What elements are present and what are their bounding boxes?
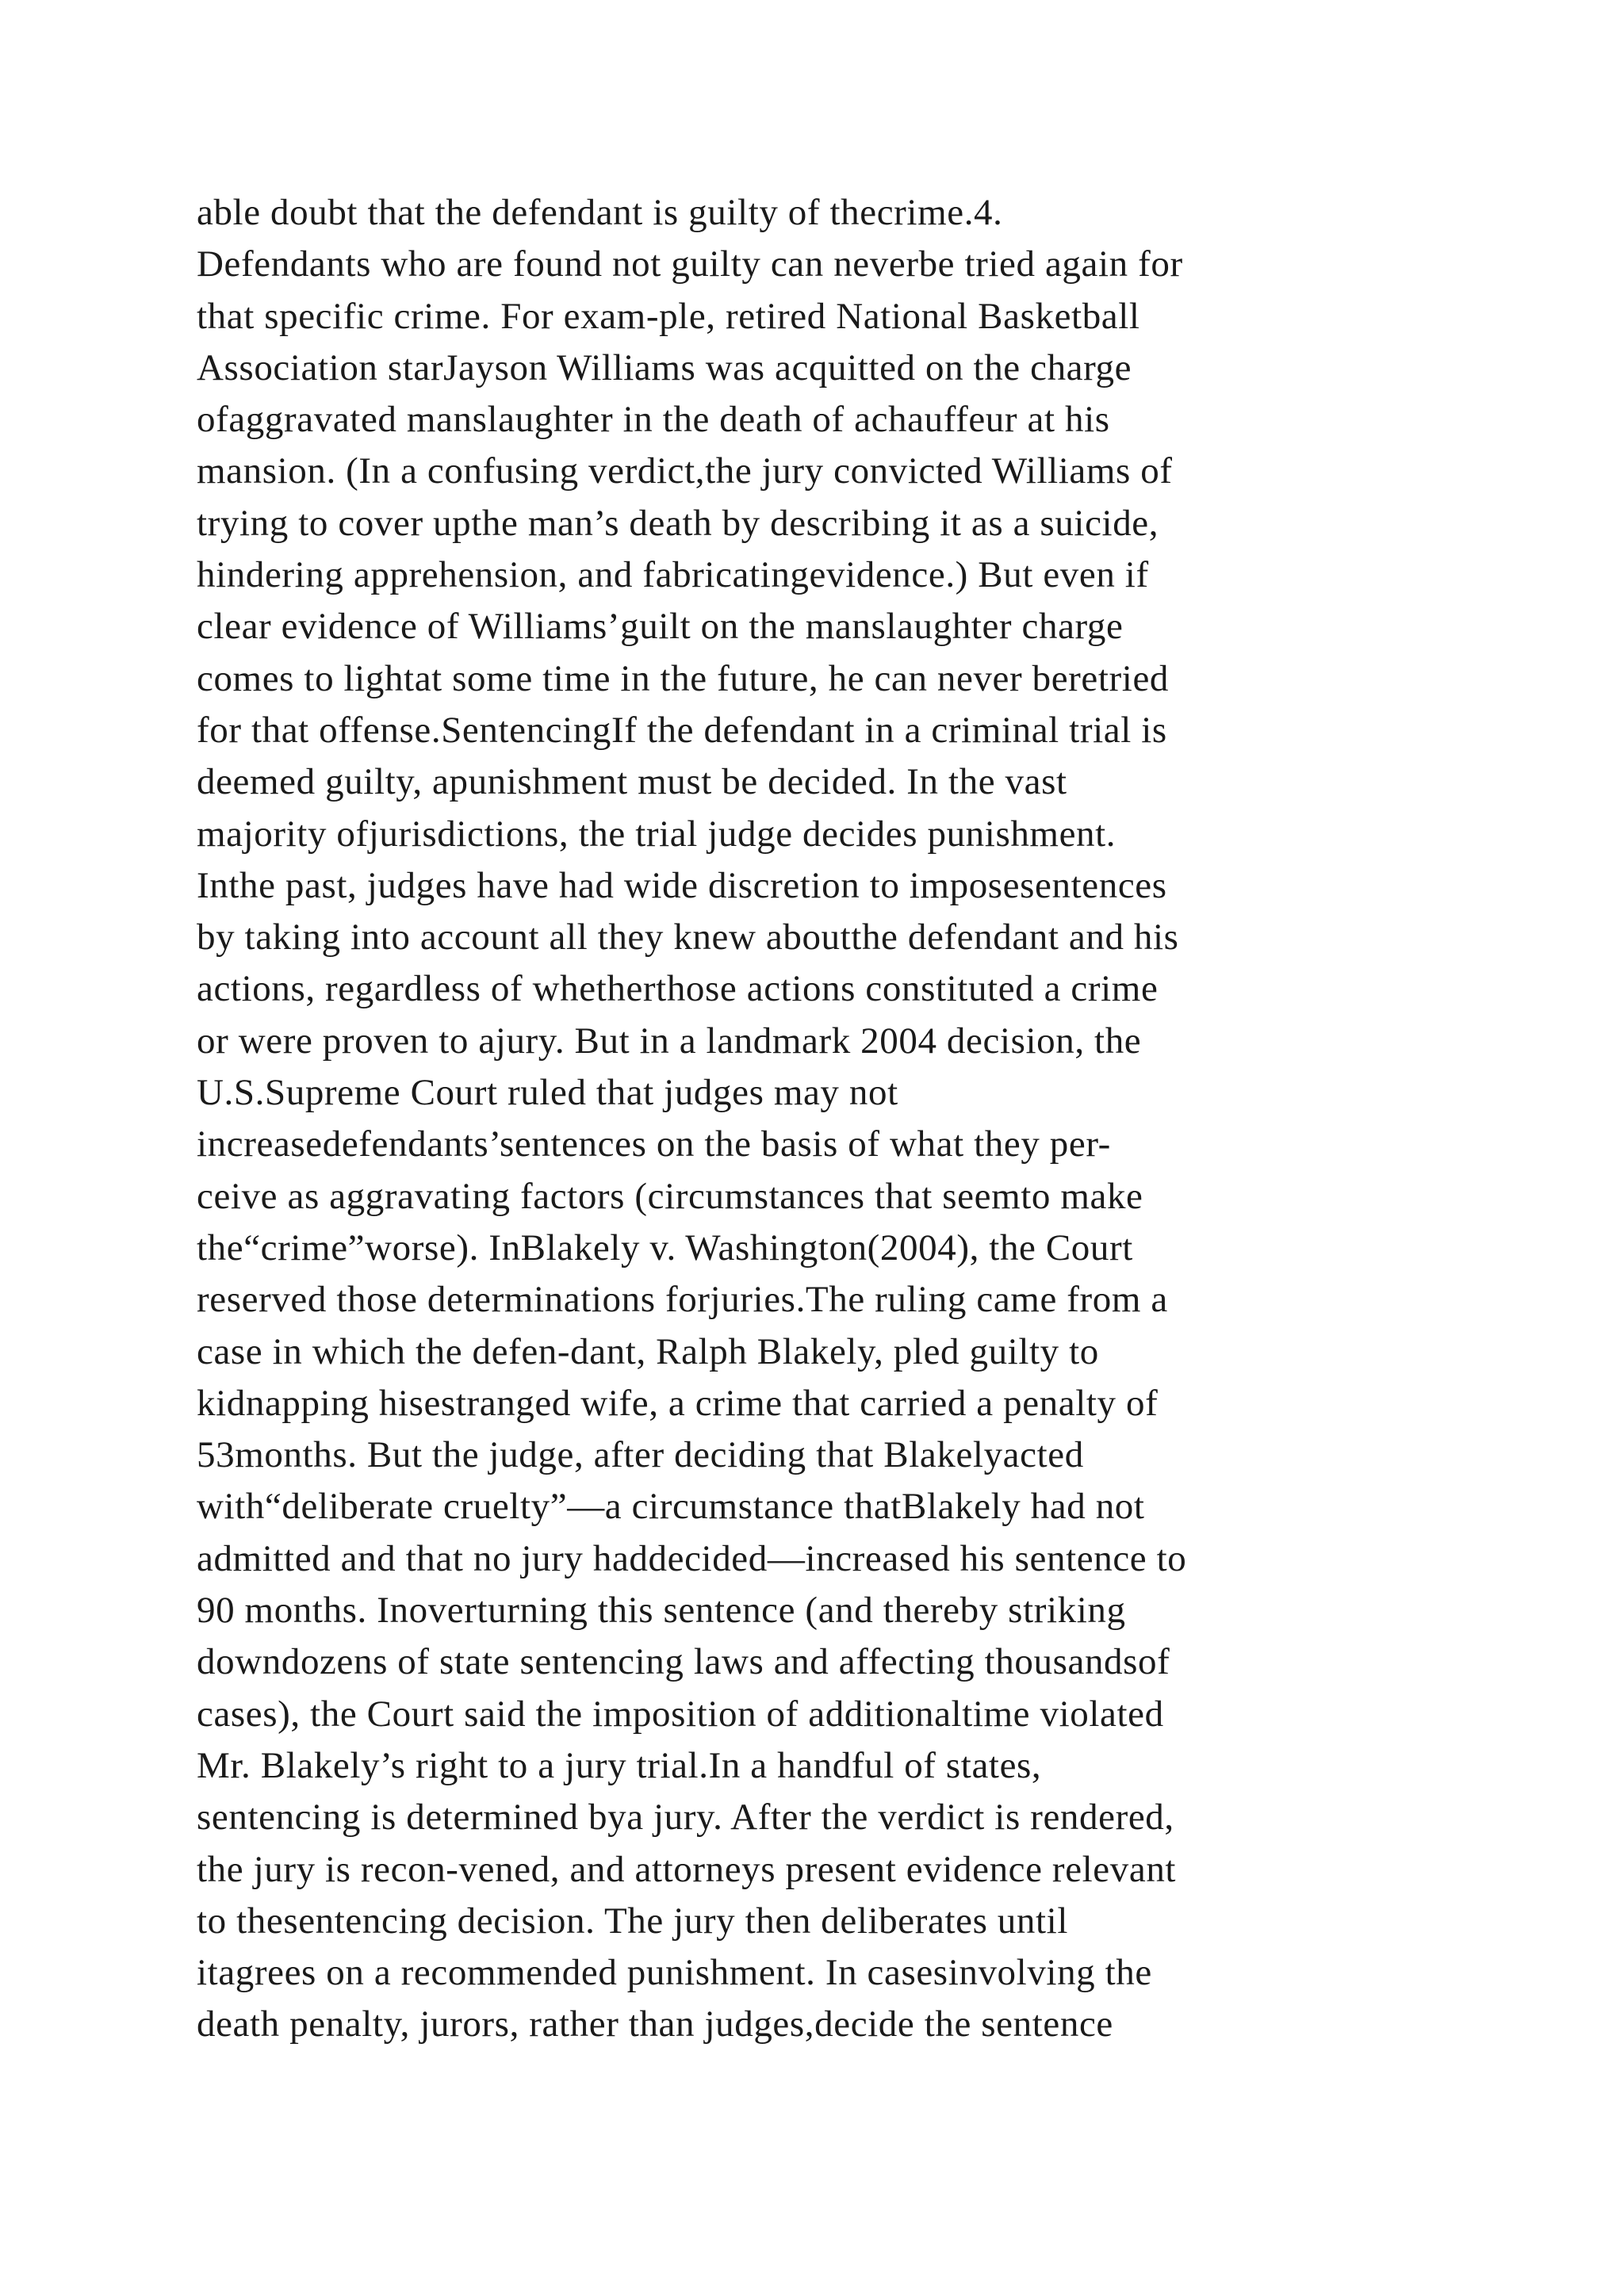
text-line: ofaggravated manslaughter in the death of achauffeur at his xyxy=(197,399,1110,441)
text-line: majority ofjurisdictions, the trial judge decides punishment. xyxy=(197,813,1116,855)
text-line: to thesentencing decision. The jury then deliberates until xyxy=(197,1900,1068,1942)
text-line: 90 months. Inoverturning this sentence (and thereby striking xyxy=(197,1590,1126,1632)
text-line: able doubt that the defendant is guilty of thecrime.4. xyxy=(197,192,1003,233)
text-line: cases), the Court said the imposition of additionaltime violated xyxy=(197,1693,1164,1735)
text-line: deemed guilty, apunishment must be decided. In the vast xyxy=(197,761,1067,803)
text-line: Defendants who are found not guilty can neverbe tried again for xyxy=(197,243,1183,285)
text-line: with“deliberate cruelty”—a circumstance thatBlakely had not xyxy=(197,1486,1145,1528)
text-line: trying to cover upthe man’s death by describing it as a suicide, xyxy=(197,502,1159,544)
body-text xyxy=(197,187,1465,2051)
text-line: admitted and that no jury haddecided—increased his sentence to xyxy=(197,1537,1187,1579)
text-line: Inthe past, judges have had wide discretion to imposesentences xyxy=(197,864,1167,906)
text-line: mansion. (In a confusing verdict,the jury convicted Williams of xyxy=(197,450,1173,492)
text-line: by taking into account all they knew aboutthe defendant and his xyxy=(197,916,1179,959)
text-line: sentencing is determined bya jury. After the verdict is rendered, xyxy=(197,1797,1174,1839)
text-line: the jury is recon-vened, and attorneys present evidence relevant xyxy=(197,1848,1177,1890)
text-line: Mr. Blakely’s right to a jury trial.In a handful of states, xyxy=(197,1744,1042,1786)
text-line: Association starJayson Williams was acquitted on the charge xyxy=(197,346,1132,388)
text-line: reserved those determinations forjuries.The ruling came from a xyxy=(197,1279,1168,1321)
text-line: 53months. But the judge, after deciding that Blakelyacted xyxy=(197,1434,1084,1476)
text-line: or were proven to ajury. But in a landmark 2004 decision, the xyxy=(197,1020,1142,1062)
text-line: death penalty, jurors, rather than judges,decide the sentence xyxy=(197,2003,1113,2045)
text-line: U.S.Supreme Court ruled that judges may not xyxy=(197,1072,898,1114)
text-line: clear evidence of Williams’guilt on the manslaughter charge xyxy=(197,606,1124,648)
text-line: that specific crime. For exam-ple, retired National Basketball xyxy=(197,295,1140,337)
text-line: case in which the defen-dant, Ralph Blakely, pled guilty to xyxy=(197,1330,1099,1372)
text-line: kidnapping hisestranged wife, a crime that carried a penalty of xyxy=(197,1382,1159,1424)
text-line: increasedefendants’sentences on the basis of what they per- xyxy=(197,1123,1111,1165)
text-line: comes to lightat some time in the future, he can never beretried xyxy=(197,657,1170,699)
text-line: for that offense.SentencingIf the defendant in a criminal trial is xyxy=(197,709,1167,751)
text-line: actions, regardless of whetherthose actions constituted a crime xyxy=(197,968,1159,1010)
text-line: the“crime”worse). InBlakely v. Washington(2004), the Court xyxy=(197,1226,1133,1269)
text-line: hindering apprehension, and fabricatingevidence.) But even if xyxy=(197,554,1149,596)
text-line: downdozens of state sentencing laws and affecting thousandsof xyxy=(197,1641,1170,1683)
text-line: itagrees on a recommended punishment. In casesinvolving the xyxy=(197,1952,1152,1994)
text-line: ceive as aggravating factors (circumstances that seemto make xyxy=(197,1175,1143,1217)
